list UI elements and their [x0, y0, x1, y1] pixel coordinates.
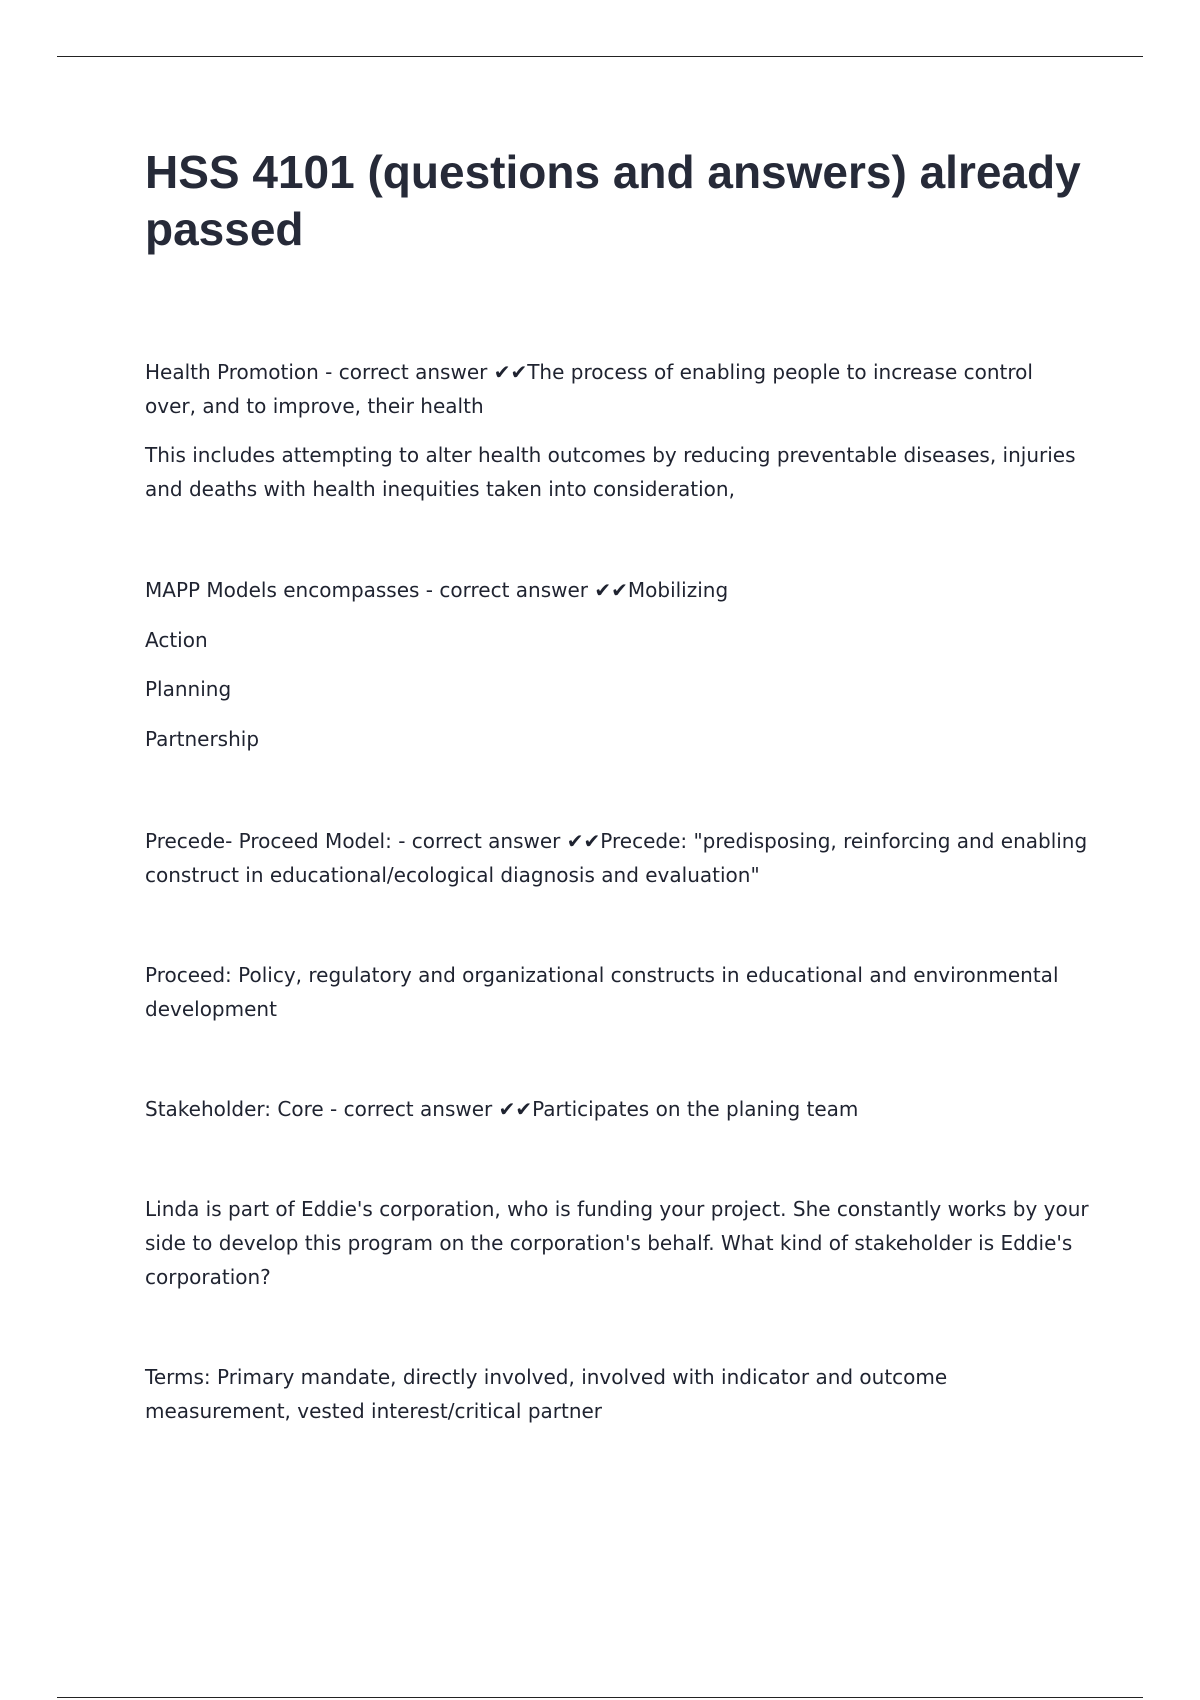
- paragraph-mapp-action: Action: [145, 628, 208, 652]
- paragraph-mapp-planning: Planning: [145, 677, 232, 701]
- paragraph-health-promotion: Health Promotion - correct answer ✔✔The process of enabling people to increase control over, and to improve, their health: [145, 360, 1033, 418]
- paragraph-terms: Terms: Primary mandate, directly involved, involved with indicator and outcome measurement, vested interest/critical partner: [145, 1365, 948, 1423]
- top-rule: [57, 56, 1143, 57]
- paragraph-mapp-partnership: Partnership: [145, 727, 260, 751]
- paragraph-stakeholder-core: Stakeholder: Core - correct answer ✔✔Participates on the planing team: [145, 1097, 859, 1121]
- paragraph-mapp-models: MAPP Models encompasses - correct answer ✔✔Mobilizing: [145, 578, 729, 602]
- bottom-rule: [57, 1697, 1143, 1698]
- paragraph-proceed: Proceed: Policy, regulatory and organizational constructs in educational and environmental development: [145, 963, 1059, 1021]
- document-title: HSS 4101 (questions and answers) already passed: [145, 146, 1081, 255]
- paragraph-health-promotion-detail: This includes attempting to alter health outcomes by reducing preventable diseases, injuries and deaths with health inequities taken into consideration,: [145, 443, 1076, 501]
- paragraph-linda-question: Linda is part of Eddie's corporation, who is funding your project. She constantly works by your side to develop this program on the corporation's behalf. What kind of stakeholder is Eddie's corporation?: [145, 1197, 1089, 1289]
- paragraph-precede-proceed: Precede- Proceed Model: - correct answer ✔✔Precede: "predisposing, reinforcing and enabling construct in educational/ecological diagnosis and evaluation": [145, 829, 1088, 887]
